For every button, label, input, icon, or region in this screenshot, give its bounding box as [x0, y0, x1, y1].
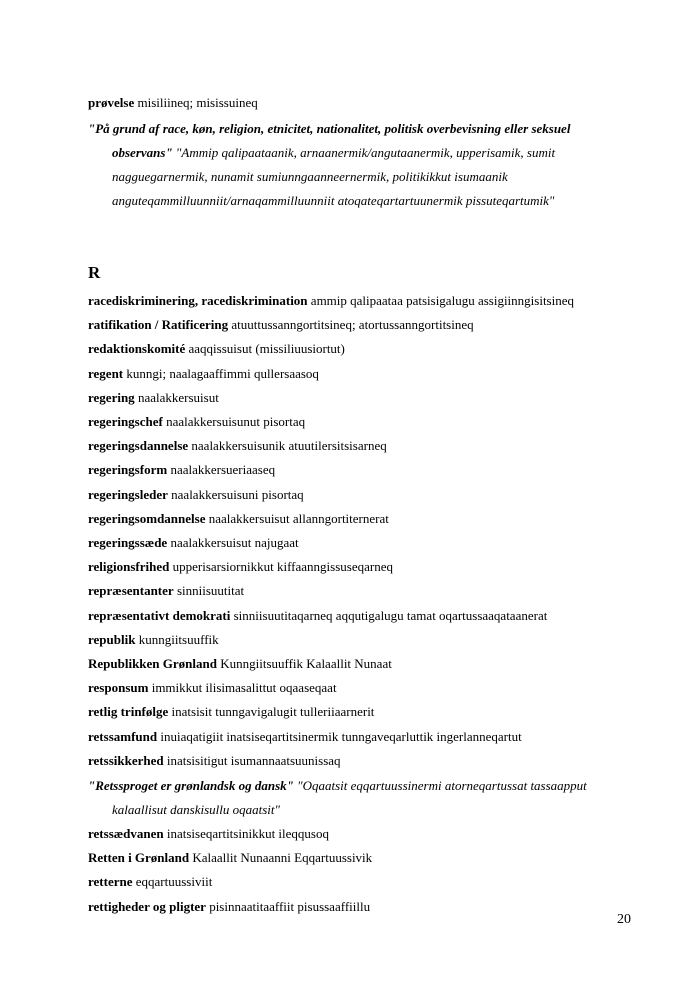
entry-term: retssædvanen	[88, 826, 164, 841]
entry-term: retlig trinfølge	[88, 704, 169, 720]
dictionary-entry	[88, 826, 648, 842]
dictionary-entry	[88, 293, 648, 309]
entry-term: redaktionskomité	[88, 341, 186, 357]
entry-term: repræsentativt demokrati	[88, 607, 231, 623]
entry-definition-continued: kalaallisut danskisullu oqaatsit"	[112, 802, 280, 817]
entry-definition: aaqqissuisut (missiliuusiortut)	[188, 341, 345, 357]
entry-definition: inatsiseqartitsinikkut ileqqusoq	[166, 826, 329, 841]
entry-term: retssamfund	[88, 728, 158, 744]
dictionary-entry	[88, 487, 648, 503]
entry-definition: naalakkersuisunut pisortaq	[166, 414, 306, 429]
entry-definition: Kunngiitsuuffik Kalaallit Nunaat	[220, 656, 392, 671]
entry-definition: "Ammip qalipaataanik, arnaanermik/angutaanermik, upperisamik, sumit	[175, 145, 556, 160]
entry-term: Retten i Grønland	[88, 850, 190, 866]
dictionary-entry	[88, 535, 648, 551]
entry-definition-continued: anguteqammilluunniit/arnaqammilluunniit atoqateqartartuunermik pissuteqartumik"	[112, 193, 555, 208]
dictionary-entry	[88, 729, 648, 745]
dictionary-entry	[88, 874, 648, 890]
dictionary-entry	[88, 559, 648, 575]
entry-term: responsum	[88, 680, 149, 696]
entry-definition: inatsisit tunngavigalugit tulleriiaarnerit	[171, 704, 375, 720]
dictionary-entry	[88, 899, 648, 915]
entry-definition: Kalaallit Nunaanni Eqqartuussivik	[192, 850, 373, 866]
page-number: 20	[617, 912, 631, 927]
dictionary-entry	[88, 656, 648, 672]
entry-definition-continued: nagguegarnermik, nunamit sumiunngaanneernermik, politikikkut isumaanik	[112, 169, 508, 184]
entry-term: regeringsleder	[88, 486, 168, 502]
dictionary-entry	[88, 414, 648, 430]
entry-term: repræsentanter	[88, 583, 174, 599]
dictionary-entry	[88, 341, 648, 357]
entry-term: regeringschef	[88, 414, 163, 429]
dictionary-entry	[88, 390, 648, 406]
entry-term: "Retssproget er grønlandsk og dansk"	[88, 778, 294, 793]
dictionary-entry	[88, 753, 648, 769]
entry-definition: immikkut ilisimasalittut oqaaseqaat	[151, 680, 337, 696]
entry-definition: naalakkersuisut allanngortiternerat	[208, 510, 389, 526]
entry-definition: eqqartuussiviit	[135, 874, 213, 890]
entry-definition: naalakkersuisut najugaat	[170, 535, 299, 550]
entry-definition: kunngi; naalagaaffimmi qullersaasoq	[126, 365, 319, 381]
entry-term: religionsfrihed	[88, 559, 170, 575]
dictionary-entry	[88, 366, 648, 382]
entry-definition: upperisarsiornikkut kiffaanngissuseqarneq	[172, 559, 393, 575]
entry-term: republik	[88, 631, 136, 647]
entry-term: regeringsform	[88, 462, 168, 478]
dictionary-entry	[88, 850, 648, 866]
entry-provelse	[88, 95, 648, 111]
dictionary-entry	[88, 438, 648, 454]
dictionary-entry	[88, 608, 648, 624]
entry-paa-grund-line-2	[112, 145, 652, 161]
entry-paa-grund	[88, 121, 648, 137]
entry-definition: ammip qalipaataa patsisigalugu assigiinngisitsineq	[310, 293, 575, 308]
dictionary-entry	[88, 317, 648, 333]
entry-paa-grund-line-4	[112, 193, 652, 209]
entry-definition: atuuttussanngortitsineq; atortussanngortitsineq	[231, 317, 474, 333]
dictionary-entry	[88, 680, 648, 696]
entry-term: regeringsomdannelse	[88, 510, 206, 526]
entry-definition: inuiaqatigiit inatsiseqartitsinermik tunngaveqarluttik ingerlanneqartut	[160, 728, 522, 744]
entry-term: prøvelse	[88, 95, 135, 110]
entry-term-continued: observans"	[112, 145, 173, 160]
entry-term: ratifikation / Ratificering	[88, 317, 229, 333]
entry-term: regent	[88, 365, 124, 381]
entry-term: "På grund af race, køn, religion, etnicitet, nationalitet, politisk overbevisning eller seksuel	[88, 121, 571, 136]
entry-retssproget-line-2	[112, 802, 652, 818]
entry-definition: naalakkersuisut	[137, 389, 219, 405]
entry-term: rettigheder og pligter	[88, 898, 206, 914]
entry-definition: naalakkersuisunik atuutilersitsisarneq	[191, 438, 387, 454]
entry-definition: sinniisuutitat	[176, 583, 245, 599]
entry-definition: inatsisitigut isumannaatsuunissaq	[166, 752, 341, 768]
entry-term: regering	[88, 389, 135, 405]
entry-definition: "Oqaatsit eqqartuussinermi atorneqartussat tassaapput	[297, 778, 587, 793]
entry-term: retssikkerhed	[88, 752, 164, 768]
dictionary-entry	[88, 511, 648, 527]
entry-definition: pisinnaatitaaffiit pisussaaffiillu	[209, 898, 371, 914]
entry-term: retterne	[88, 874, 133, 890]
entry-retssproget	[88, 778, 648, 794]
entry-definition: naalakkersuisuni pisortaq	[171, 486, 304, 502]
section-letter-heading: R	[88, 263, 101, 282]
entry-definition: naalakkersueriaaseq	[170, 462, 276, 478]
dictionary-entry	[88, 462, 648, 478]
entry-term: regeringssæde	[88, 535, 168, 550]
entry-definition: misiliineq; misissuineq	[137, 95, 258, 110]
dictionary-entry	[88, 583, 648, 599]
entry-definition: sinniisuutitaqarneq aqqutigalugu tamat oqartussaaqataanerat	[233, 607, 548, 623]
entry-term: Republikken Grønland	[88, 656, 217, 671]
entry-paa-grund-line-3	[112, 169, 652, 185]
dictionary-entry	[88, 704, 648, 720]
entry-definition: kunngiitsuuffik	[138, 631, 219, 647]
entry-term: racediskriminering, racediskrimination	[88, 293, 308, 308]
entry-term: regeringsdannelse	[88, 438, 189, 454]
dictionary-entry	[88, 632, 648, 648]
